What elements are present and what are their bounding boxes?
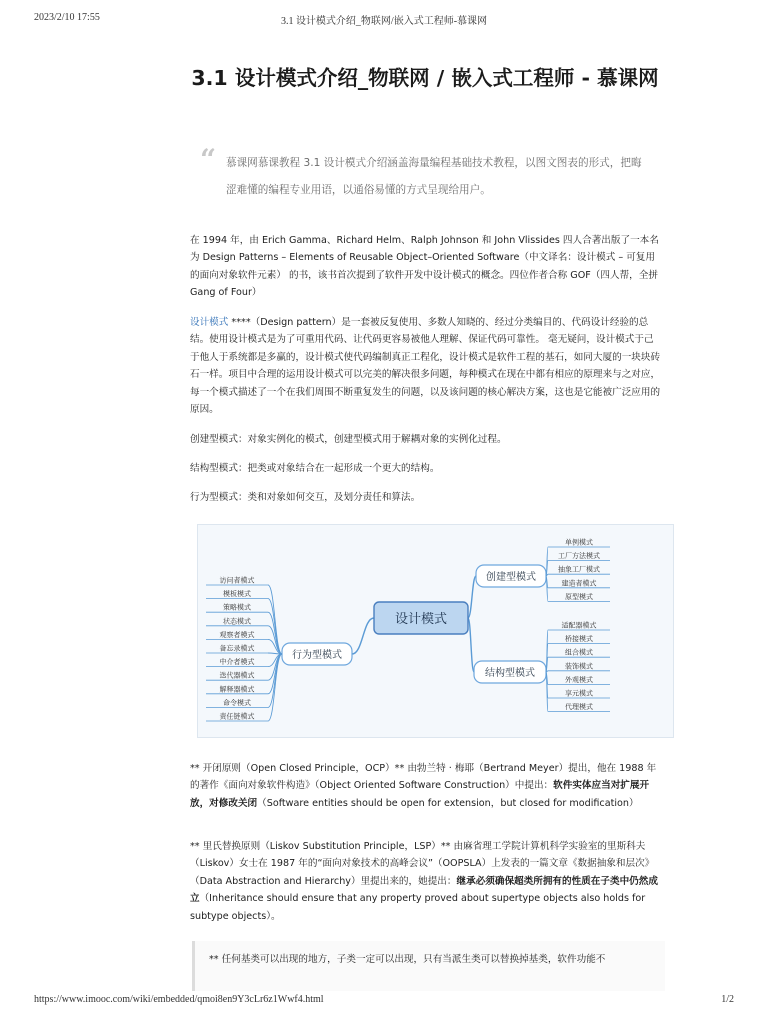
- structural-leaf-label: 代理模式: [565, 703, 593, 712]
- creational-leaf-label: 单例模式: [565, 538, 593, 547]
- ocp-paragraph: [190, 760, 662, 812]
- structural-leaf-label: 享元模式: [565, 689, 593, 698]
- article-title: 3.1 设计模式介绍_物联网 / 嵌入式工程师 - 慕课网: [191, 66, 659, 90]
- mindmap-svg: [198, 525, 673, 737]
- print-page-number: 1/2: [721, 994, 734, 1005]
- structural-leaf-label: 组合模式: [565, 648, 593, 657]
- definition-paragraph: [190, 314, 662, 418]
- lsp-bold: 继承必须确保超类所拥有的性质在子类中仍然成立: [190, 875, 658, 905]
- creational-leaf-label: 工厂方法模式: [558, 552, 600, 561]
- structural-line: 结构型模式：把类或对象结合在一起形成一个更大的结构。: [190, 463, 440, 474]
- quote-text: ** 任何基类可以出现的地方，子类一定可以出现，只有当派生类可以替换掉基类，软件功能不: [209, 954, 606, 965]
- creational-leaf-label: 抽象工厂模式: [558, 565, 600, 574]
- structural-leaf-label: 装饰模式: [565, 662, 593, 671]
- behavioral-leaf-label: 访问者模式: [219, 576, 255, 585]
- ocp-text: ** 开闭原则（Open Closed Principle，OCP）** 由勃兰特 · 梅耶（Bertrand Meyer）提出，他在 1988 年的著作《面向对象软件构造》（Object Oriented Software Construction）中提出：: [190, 763, 657, 792]
- print-tab-title: 3.1 设计模式介绍_物联网/嵌入式工程师-慕课网: [280, 16, 488, 27]
- structural-leaf-label: 桥接模式: [565, 635, 593, 644]
- print-header: [34, 12, 734, 28]
- behavioral-leaf-connector: [268, 585, 282, 654]
- definition-text: ****（Design pattern）是一套被反复使用、多数人知晓的、经过分类编目的、代码设计经验的总结。使用设计模式是为了可重用代码、让代码更容易被他人理解、保证代码可靠性。 毫无疑问，设计模式于己于他人于系统都是多赢的，设计模式使代码编制真正工程化，设计模式是软件工程的基石，如同大厦的一块块砖石一样。项目中合理的运用设计模式可以完美的解决很多问题，每种模式在现在中都有相应的原理来与之对应，每一个模式描述了一个在我们周围不断重复发生的问题，以及该问题的核心解决方案，这也是它能被广泛应用的原因。: [190, 317, 661, 416]
- print-timestamp: 2023/2/10 17:55: [34, 12, 100, 23]
- creational-leaf-label: 建造者模式: [561, 579, 597, 588]
- structural-label: 结构型模式: [485, 668, 535, 679]
- behavioral-leaf-label: 模板模式: [223, 590, 251, 599]
- lsp-paragraph: [190, 838, 662, 925]
- behavioral-leaf-label: 迭代器模式: [219, 671, 255, 680]
- structural-leaf-label: 适配器模式: [561, 621, 597, 630]
- behavioral-leaf-label: 中介者模式: [219, 658, 255, 667]
- behavioral-leaf-label: 状态模式: [223, 617, 251, 626]
- article-summary: 慕课网慕课教程 3.1 设计模式介绍涵盖海量编程基础技术教程，以图文图表的形式，把晦涩难懂的编程专业用语，以通俗易懂的方式呈现给用户。: [226, 157, 642, 196]
- behavioral-label: 行为型模式: [292, 650, 342, 661]
- structural-connector: [468, 618, 474, 672]
- behavioral-leaf-label: 命令模式: [223, 698, 251, 707]
- lsp-text: ** 里氏替换原则（Liskov Substitution Principle，LSP）** 由麻省理工学院计算机科学实验室的里斯科夫（Liskov）女士在 1987 年的“面向对象技术的高峰会议”（OOPSLA）上发表的一篇文章《数据抽象和层次》（Data Abstraction and Hierarchy）里提出来的，她提出：: [190, 841, 655, 887]
- lsp-tail: （Inheritance should ensure that any property proved about supertype objects also holds for subtype objects）。: [190, 893, 646, 922]
- creational-line: 创建型模式：对象实例化的模式，创建型模式用于解耦对象的实例化过程。: [190, 434, 507, 445]
- ocp-tail: （Software entities should be open for extension，but closed for modification）: [257, 797, 639, 809]
- creational-label: 创建型模式: [486, 572, 536, 583]
- creational-leaf-label: 原型模式: [565, 592, 593, 601]
- behavioral-leaf-label: 备忘录模式: [219, 644, 255, 653]
- design-pattern-link[interactable]: 设计模式: [190, 317, 229, 328]
- behavioral-leaf-label: 观察者模式: [219, 630, 255, 639]
- quote-mark-icon: “: [200, 143, 217, 176]
- behavioral-leaf-connector: [268, 654, 282, 721]
- structural-leaf-label: 外观模式: [565, 675, 593, 684]
- intro-paragraph: 在 1994 年，由 Erich Gamma、Richard Helm、Ralph Johnson 和 John Vlissides 四人合著出版了一本名为 Design Patterns – Elements of Reusable Object–Oriented Software（中文译名：设计模式 – 可复用的面向对象软件元素） 的书，该书首次提到了软件开发中设计模式的概念。四位作者合称 GOF（四人帮，全拼 Gang of Four）: [190, 235, 659, 299]
- behavioral-leaf-label: 解释器模式: [219, 685, 255, 694]
- quote-block: [192, 941, 665, 991]
- creational-connector: [468, 576, 476, 618]
- behavioral-leaf-label: 策略模式: [223, 603, 251, 612]
- behavioral-connector: [352, 618, 374, 654]
- center-label: 设计模式: [394, 612, 448, 627]
- print-url: https://www.imooc.com/wiki/embedded/qmoi8en9Y3cLr6z1Wwf4.html: [34, 994, 324, 1005]
- ocp-bold: 软件实体应当对扩展开放，对修改关闭: [190, 780, 650, 809]
- behavioral-leaf-label: 责任链模式: [219, 712, 255, 721]
- behavioral-line: 行为型模式：类和对象如何交互，及划分责任和算法。: [190, 492, 421, 503]
- design-pattern-mindmap: [197, 524, 674, 738]
- behavioral-leaf-connector: [268, 654, 282, 707]
- print-footer: [34, 994, 734, 1010]
